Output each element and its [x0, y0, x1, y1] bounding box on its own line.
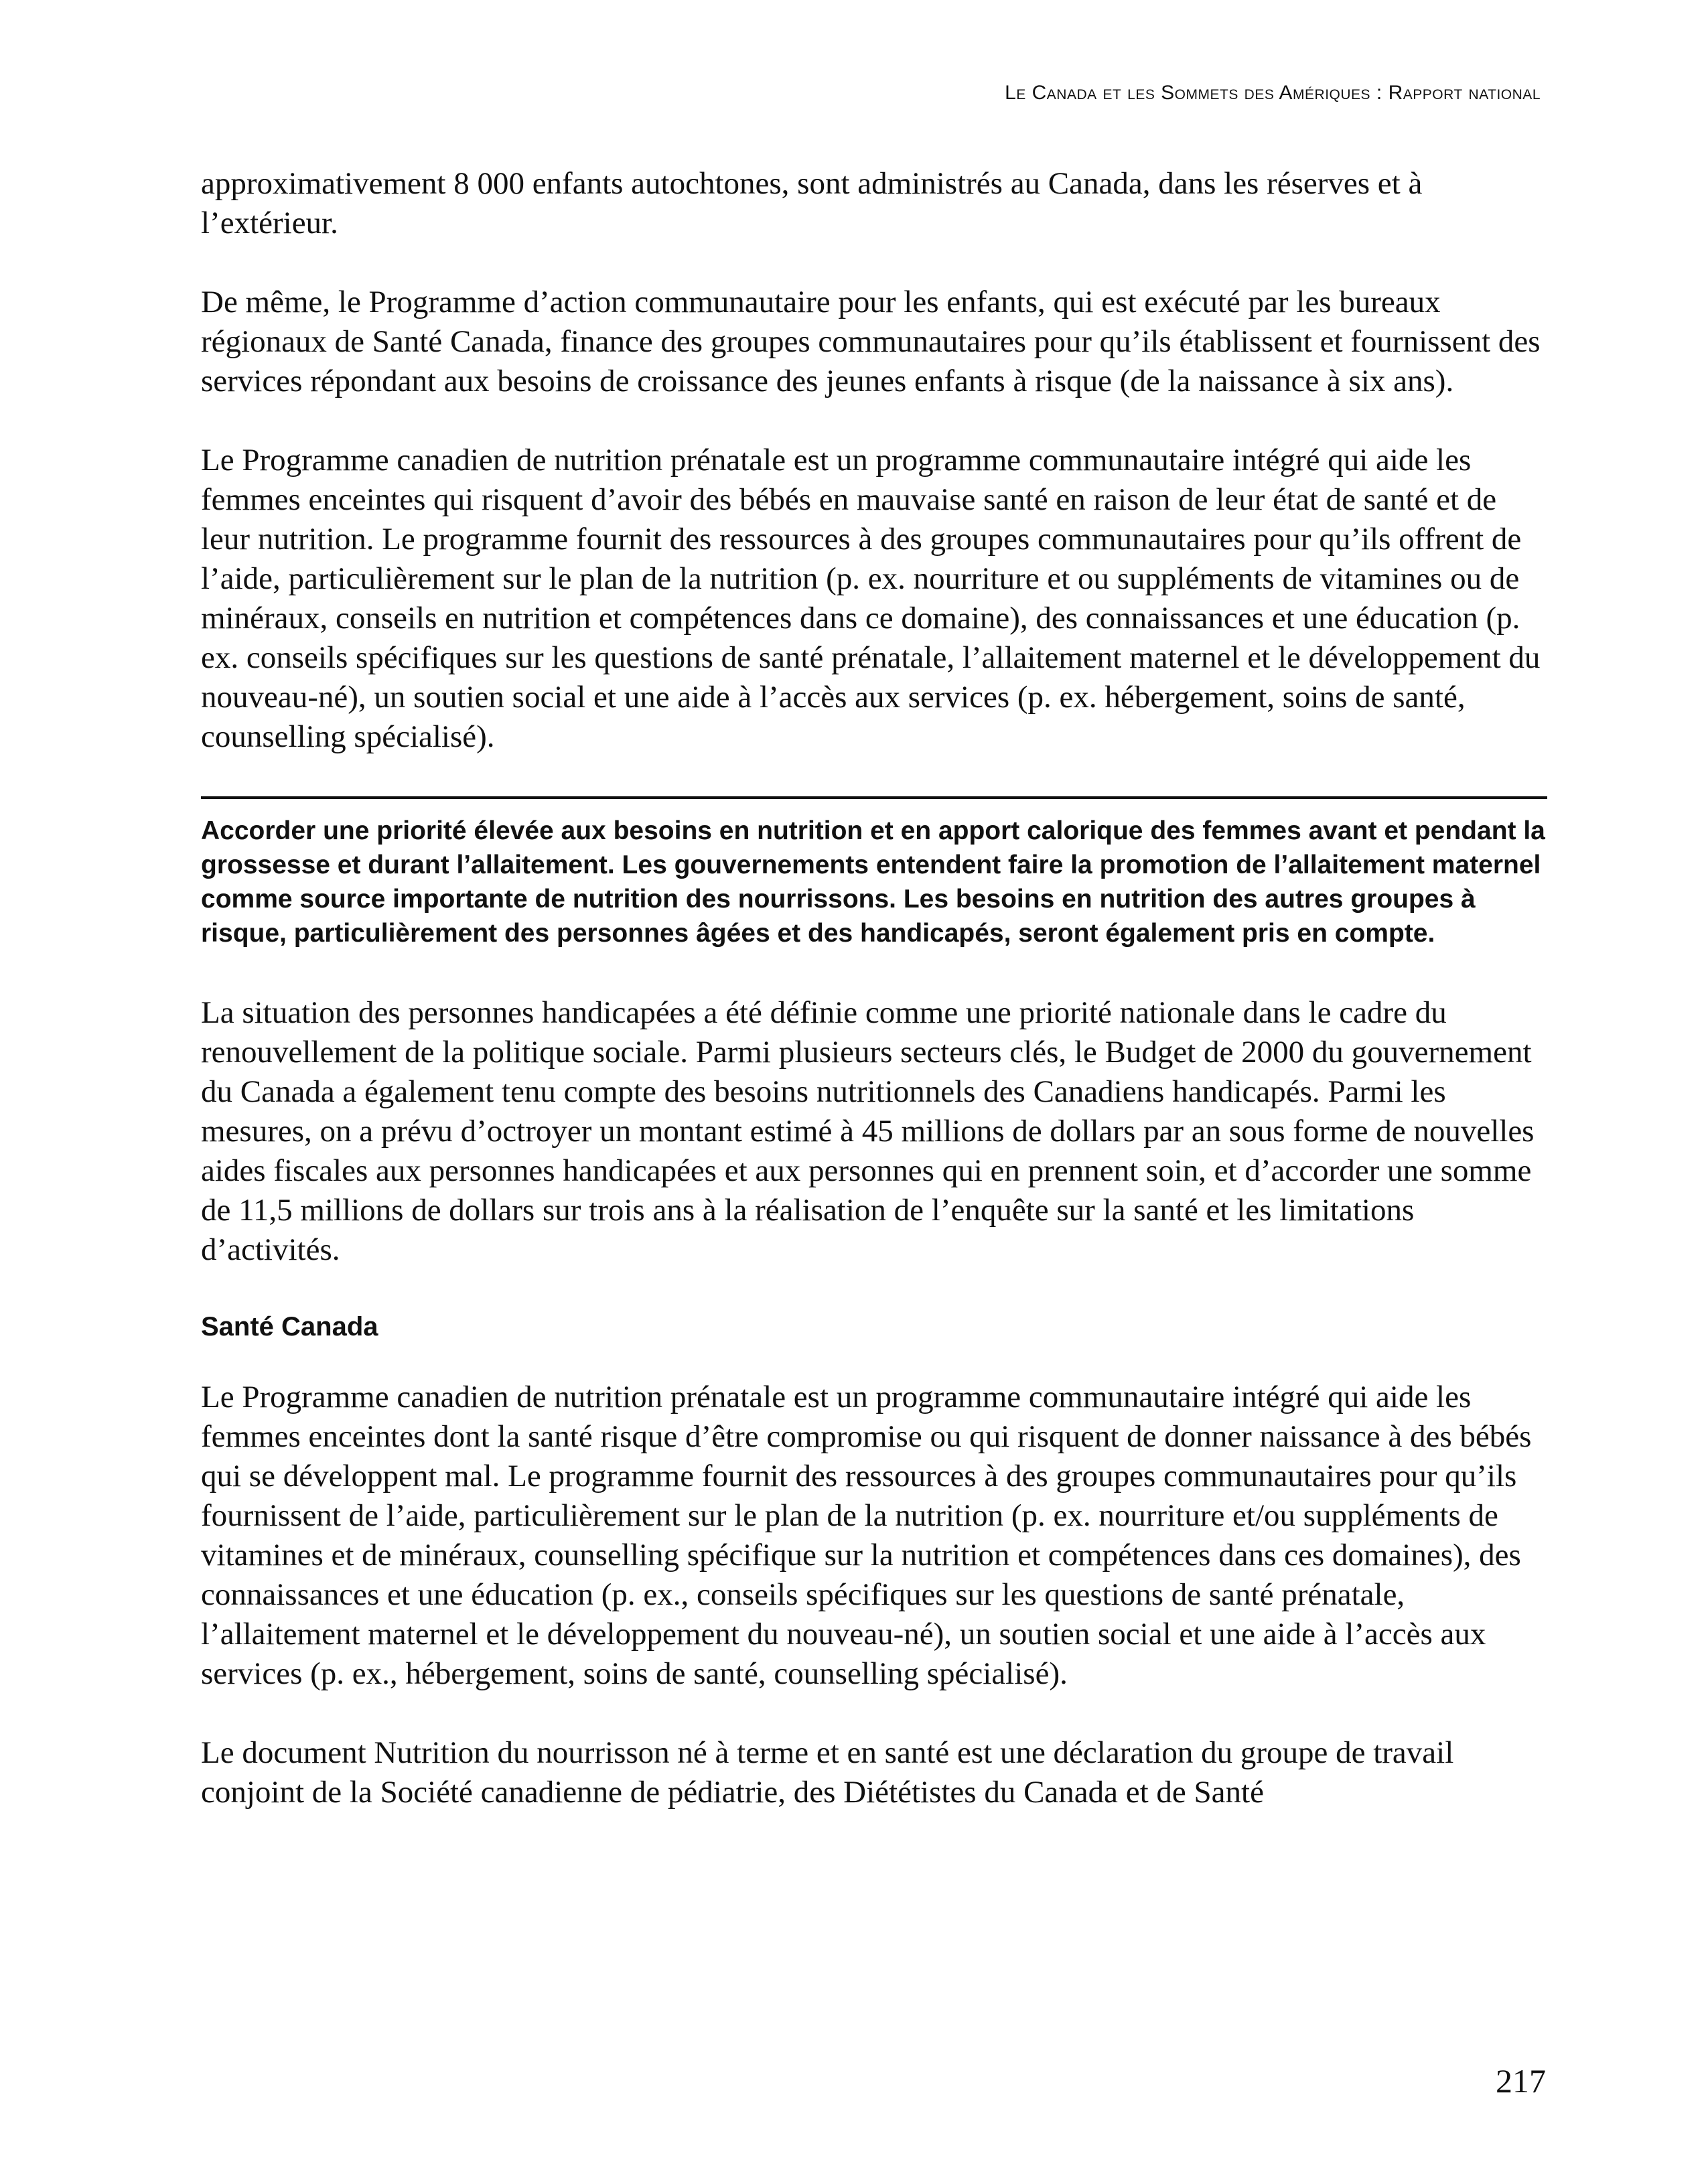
section-heading-sante-canada: Santé Canada	[201, 1312, 378, 1341]
section-divider	[201, 796, 1547, 799]
page-number: 217	[1496, 2062, 1546, 2100]
paragraph-handicapes: La situation des personnes handicapées a été définie comme une priorité nationale dans le cadre du renouvellement de la politique sociale. Parmi plusieurs secteurs clés, le Budget de 2000 du gouvernement du Canada a également tenu compte des besoins nutritionnels des Canadiens handicapés. Parmi les mesures, on a prévu d’octroyer un montant estimé à 45 millions de dollars par an sous forme de nouvelles aides fiscales aux personnes handicapées et aux personnes qui en prennent soin, et d’accorder une somme de 11,5 millions de dollars sur trois ans à la réalisation de l’enquête sur la santé et les limitations d’activités.	[201, 995, 1535, 1267]
paragraph-pac-enfants: De même, le Programme d’action communautaire pour les enfants, qui est exécuté par les bureaux régionaux de Santé Canada, finance des groupes communautaires pour qu’ils établissent et fournissent des services répondant aux besoins de croissance des jeunes enfants à risque (de la naissance à six ans).	[201, 285, 1541, 398]
objective-statement: Accorder une priorité élevée aux besoins en nutrition et en apport calorique des femmes avant et pendant la grossesse et durant l’allaitement. Les gouvernements entendent faire la promotion de l’allaitement maternel comme source importante de nutrition des nourrissons. Les besoins en nutrition des autres groupes à risque, particulièrement des personnes âgées et des handicapés, seront également pris en compte.	[201, 816, 1545, 948]
paragraph-continuation: approximativement 8 000 enfants autochtones, sont administrés au Canada, dans les réserves et à l’extérieur.	[201, 166, 1423, 240]
paragraph-pcnp: Le Programme canadien de nutrition prénatale est un programme communautaire intégré qui aide les femmes enceintes dont la santé risque d’être compromise ou qui risquent de donner naissance à des bébés qui se développent mal. Le programme fournit des ressources à des groupes communautaires pour qu’ils fournissent de l’aide, particulièrement sur le plan de la nutrition (p. ex. nourriture et/ou suppléments de vitamines et de minéraux, counselling spécifique sur la nutrition et compétences dans ces domaines), des connaissances et une éducation (p. ex., conseils spécifiques sur les questions de santé prénatale, l’allaitement maternel et le développement du nouveau-né), un soutien social et une aide à l’accès aux services (p. ex., hébergement, soins de santé, counselling spécialisé).	[201, 1380, 1532, 1691]
running-header: Le Canada et les Sommets des Amériques : Rapport national	[1005, 82, 1541, 104]
paragraph-nutrition-prenatale: Le Programme canadien de nutrition prénatale est un programme communautaire intégré qui aide les femmes enceintes qui risquent d’avoir des bébés en mauvaise santé en raison de leur état de santé et de leur nutrition. Le programme fournit des ressources à des groupes communautaires pour qu’ils offrent de l’aide, particulièrement sur le plan de la nutrition (p. ex. nourriture et ou suppléments de vitamines ou de minéraux, conseils en nutrition et compétences dans ce domaine), des connaissances et une éducation (p. ex. conseils spécifiques sur les questions de santé prénatale, l’allaitement maternel et le développement du nouveau-né), un soutien social et une aide à l’accès aux services (p. ex. hébergement, soins de santé, counselling spécialisé).	[201, 443, 1541, 754]
page-content	[201, 164, 1551, 1852]
paragraph-nutrition-nourrisson: Le document Nutrition du nourrisson né à terme et en santé est une déclaration du groupe de travail conjoint de la Société canadienne de pédiatrie, des Diététistes du Canada et de Santé	[201, 1735, 1454, 1810]
